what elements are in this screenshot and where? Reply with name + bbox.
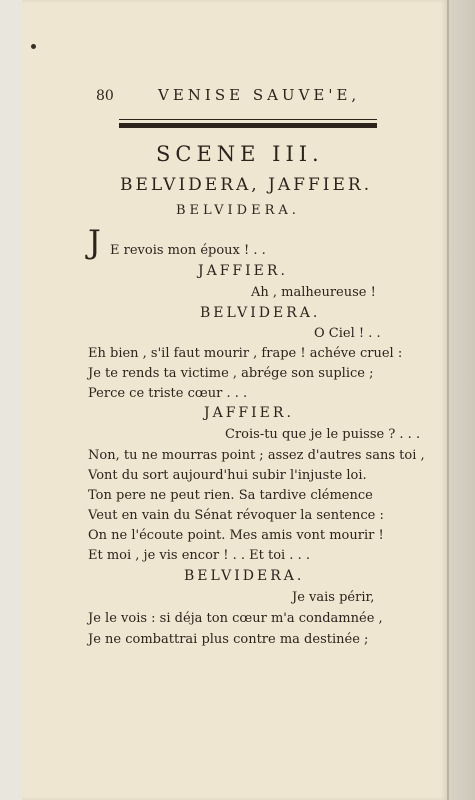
verse-line: Veut en vain du Sénat révoquer la sentence : <box>88 508 384 523</box>
verse-line: E revois mon époux ! . . <box>110 243 266 258</box>
verse-line: Et moi , je vis encor ! . . Et toi . . . <box>88 548 310 563</box>
verse-line: Je le vois : si déja ton cœur m'a condamnée , <box>88 611 383 626</box>
scene-characters: BELVIDERA, JAFFIER. <box>120 175 373 195</box>
speaker-heading: BELVIDERA. <box>200 305 321 321</box>
speaker-heading: JAFFIER. <box>198 263 288 279</box>
running-title: VENISE SAUVE'E, <box>158 86 361 104</box>
verse-line: Perce ce triste cœur . . . <box>88 386 248 401</box>
binding-line <box>447 0 449 800</box>
verse-line: Je ne combattrai plus contre ma destinée ; <box>88 632 369 647</box>
ink-spot <box>31 44 36 49</box>
scene-title: SCENE III. <box>156 142 324 166</box>
verse-line: O Ciel ! . . <box>314 326 381 341</box>
verse-line: Crois-tu que je le puisse ? . . . <box>225 427 421 442</box>
verse-line: On ne l'écoute point. Mes amis vont mourir ! <box>88 528 384 543</box>
drop-cap: J <box>88 223 101 261</box>
verse-line: Ton pere ne peut rien. Sa tardive clémence <box>88 488 373 503</box>
speaker-heading: JAFFIER. <box>204 405 294 421</box>
binding-edge <box>447 0 475 800</box>
header-rule-thin <box>119 119 377 120</box>
verse-line: Ah , malheureuse ! <box>251 285 376 300</box>
verse-line: Je vais périr, <box>292 590 375 605</box>
verse-line: Vont du sort aujourd'hui subir l'injuste loi. <box>88 468 367 483</box>
verse-line: Je te rends ta victime , abrége son suplice ; <box>88 366 374 381</box>
speaker-heading: BELVIDERA. <box>184 568 305 584</box>
page-number: 80 <box>96 88 114 104</box>
speaker-heading: BELVIDERA. <box>176 203 300 218</box>
verse-line: Eh bien , s'il faut mourir , frape ! achéve cruel : <box>88 346 403 361</box>
header-rule-thick <box>119 123 377 128</box>
verse-line: Non, tu ne mourras point ; assez d'autres sans toi , <box>88 448 425 463</box>
